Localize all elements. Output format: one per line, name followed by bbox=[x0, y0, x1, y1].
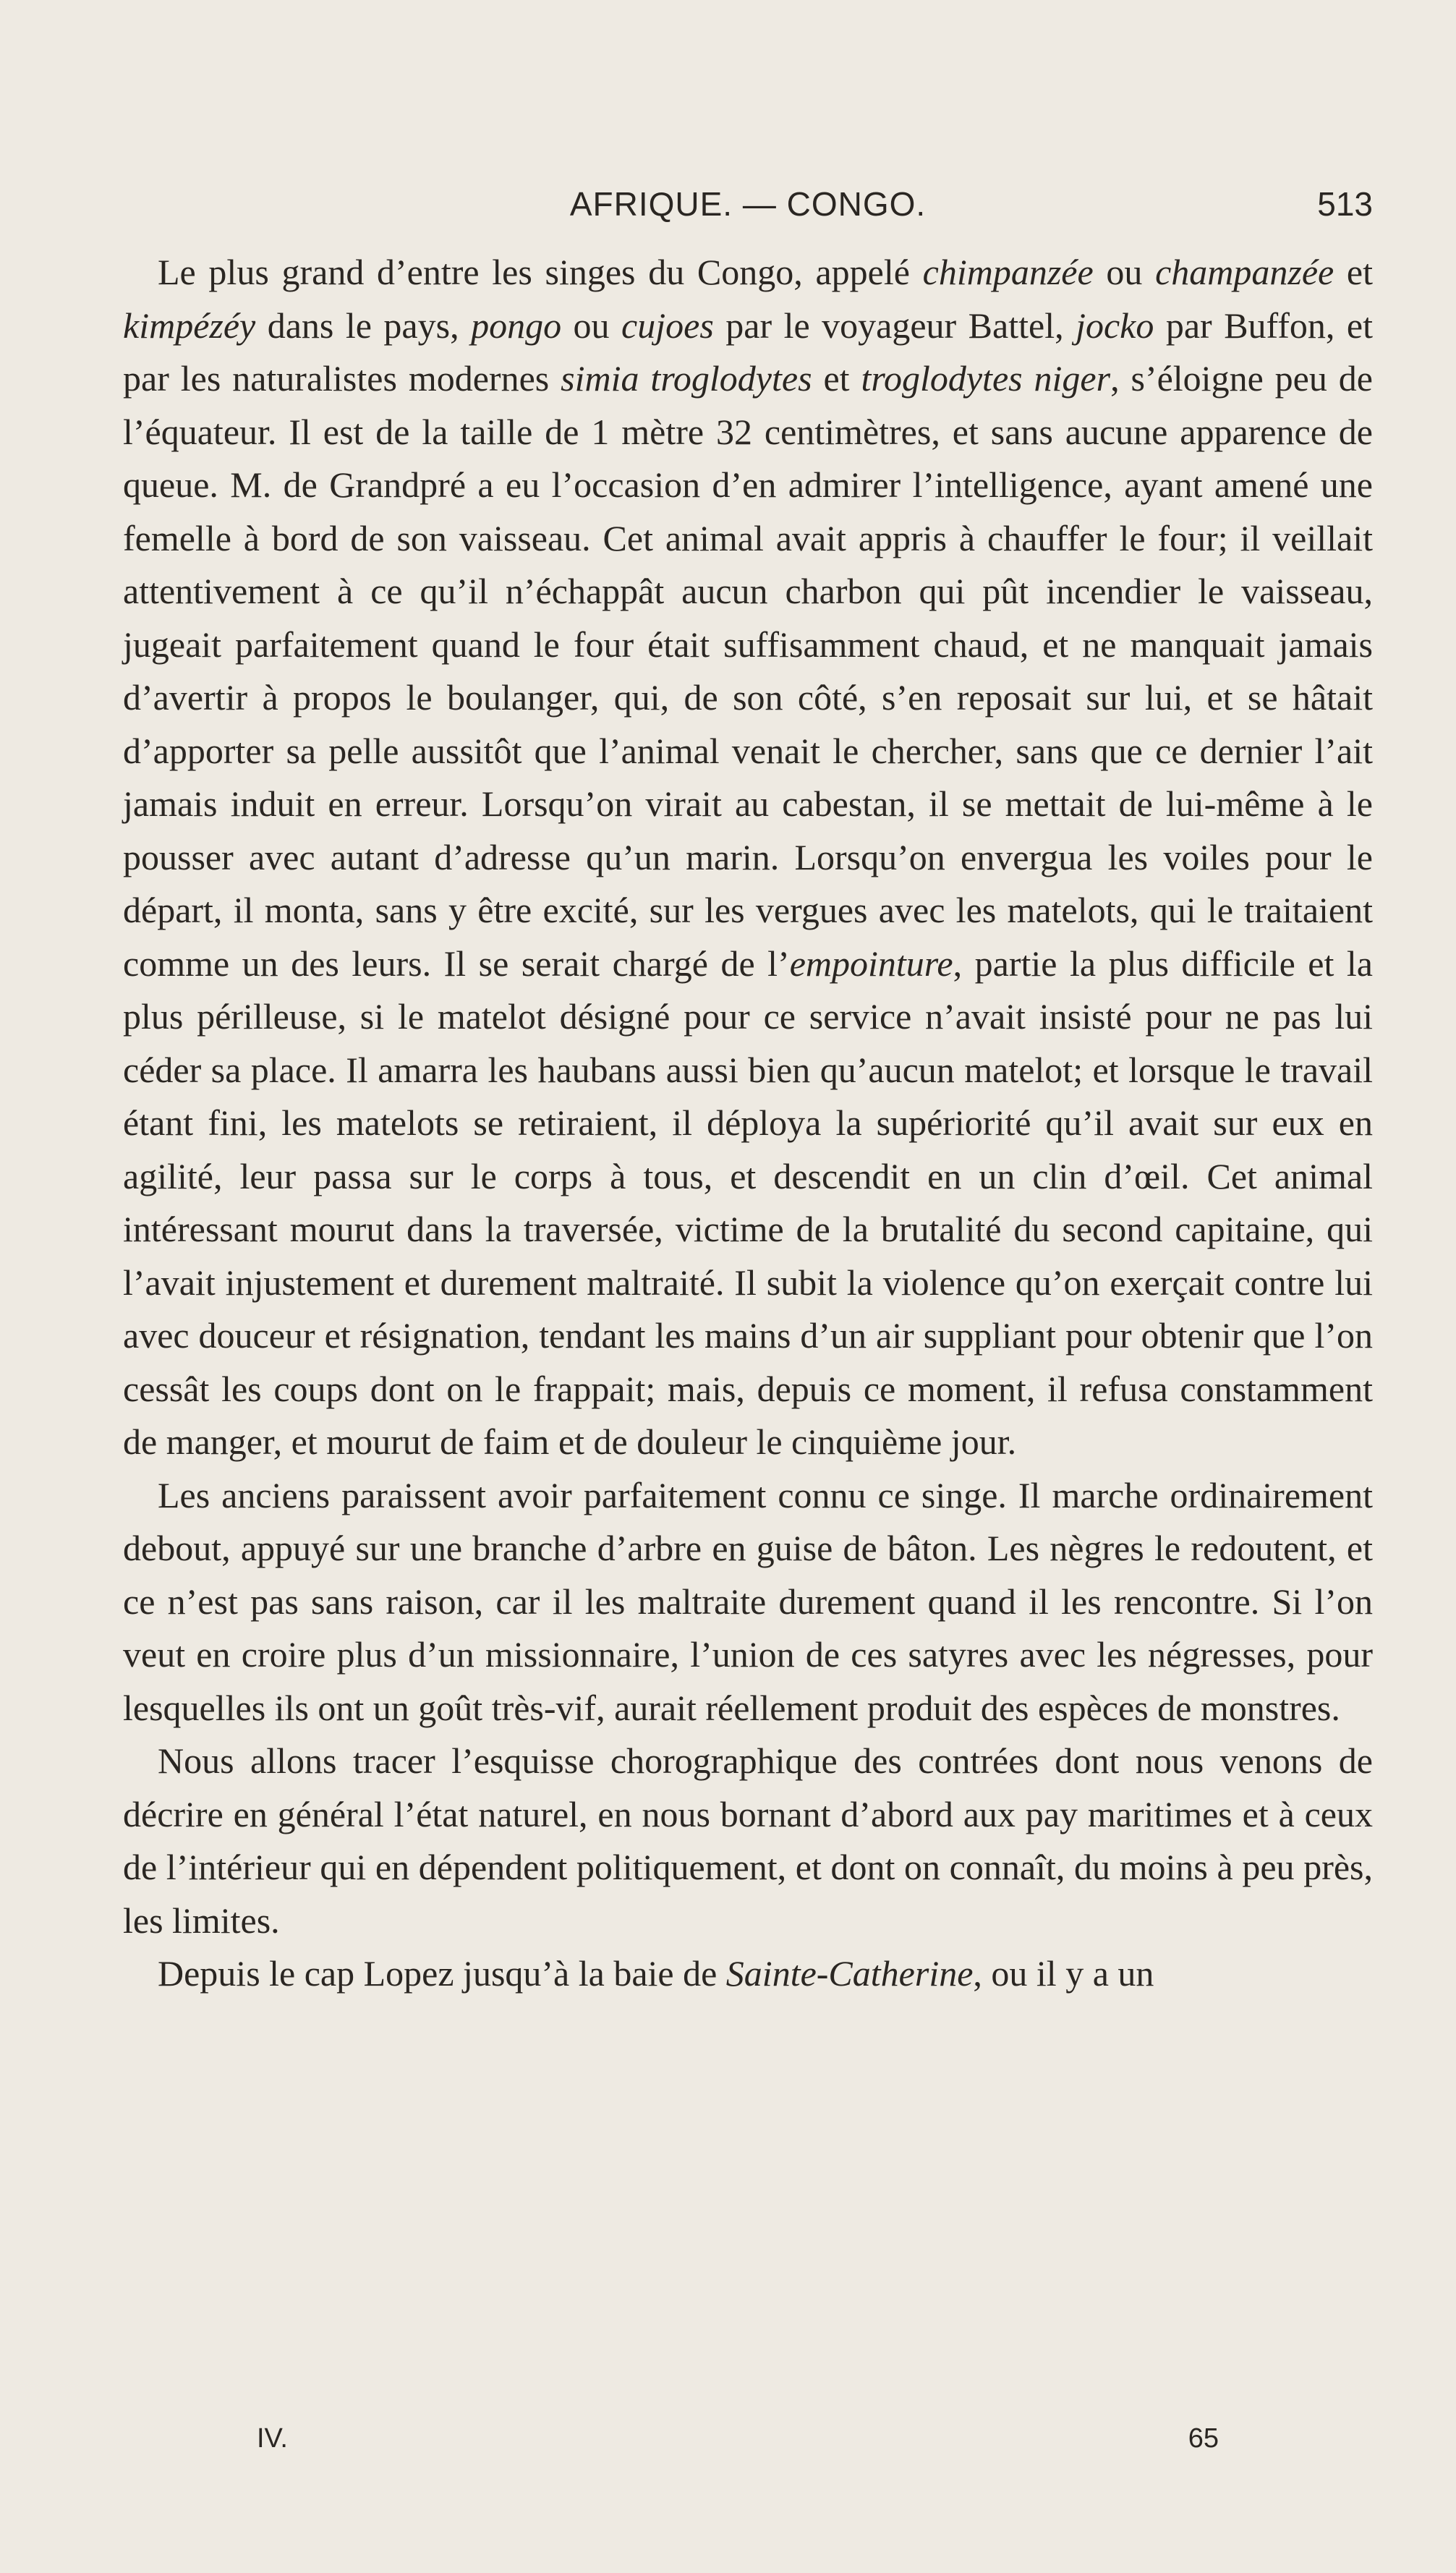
text-run: ou bbox=[561, 305, 622, 346]
text-run: et bbox=[1334, 252, 1373, 292]
italic-term: champanzée bbox=[1155, 252, 1334, 292]
body-text bbox=[123, 246, 1373, 2001]
text-run: par le voyageur Battel, bbox=[713, 305, 1076, 346]
text-run: Depuis le cap Lopez jusqu’à la baie de bbox=[158, 1953, 726, 1994]
paragraph bbox=[123, 1469, 1373, 1735]
text-run: Le plus grand d’entre les singes du Congo, appelé bbox=[158, 252, 923, 292]
text-run: dans le pays, bbox=[255, 305, 472, 346]
paragraph bbox=[123, 1947, 1373, 2001]
page-footer bbox=[257, 2423, 1219, 2467]
italic-term: kimpézéy bbox=[123, 305, 256, 346]
paragraph bbox=[123, 246, 1373, 1469]
page-number: 513 bbox=[1317, 185, 1373, 223]
italic-term: simia troglodytes bbox=[561, 358, 812, 399]
volume-marker: IV. bbox=[257, 2423, 288, 2454]
running-head bbox=[123, 184, 1373, 235]
text-run: et bbox=[812, 358, 861, 399]
italic-term: empointure bbox=[789, 943, 953, 984]
italic-term: troglodytes niger bbox=[861, 358, 1111, 399]
text-run: , ou il y a un bbox=[973, 1953, 1154, 1994]
italic-term: jocko bbox=[1076, 305, 1154, 346]
text-run: , partie la plus difficile et la plus périlleuse, si le matelot désigné pour ce service n’avait insisté pour ne pas lui céder sa place. Il amarra les haubans aussi bien qu’aucun matelot; et lorsque le travail étant fini, les matelots se retiraient, il déploya la supériorité qu’il avait sur eux en agilité, leur passa sur le corps à tous, et descendit en un clin d’œil. Cet animal intéressant mourut dans la traversée, victime de la brutalité du second capitaine, qui l’avait injustement et durement maltraité. Il subit la violence qu’on exerçait contre lui avec douceur et résignation, tendant les mains d’un air suppliant pour obtenir que l’on cessât les coups dont on le frappait; mais, depuis ce moment, il refusa constamment de manger, et mourut de faim et de douleur le cinquième jour. bbox=[123, 943, 1373, 1462]
italic-term: chimpanzée bbox=[922, 252, 1094, 292]
running-head-title: AFRIQUE. — CONGO. bbox=[569, 185, 927, 223]
text-run: par Buffon, et par les naturalistes modernes bbox=[123, 305, 1374, 399]
italic-term: Sainte-Catherine bbox=[725, 1953, 974, 1994]
italic-term: pongo bbox=[471, 305, 562, 346]
paragraph bbox=[123, 1735, 1373, 1947]
text-run: ou bbox=[1093, 252, 1156, 292]
text-run: Nous allons tracer l’esquisse chorographique des contrées dont nous venons de décrire en général l’état naturel, en nous bornant d’abord aux pay maritimes et à ceux de l’intérieur qui en dépendent politiquement, et dont on connaît, du moins à peu près, les limites. bbox=[123, 1740, 1373, 1941]
text-run: , s’éloigne peu de l’équateur. Il est de la taille de 1 mètre 32 centimètres, et sans aucune apparence de queue. M. de Grandpré a eu l’occasion d’en admirer l’intelligence, ayant amené une femelle à bord de son vaisseau. Cet animal avait appris à chauffer le four; il veillait attentivement à ce qu’il n’échappât aucun charbon qui pût incendier le vaisseau, jugeait parfaitement quand le four était suffisamment chaud, et ne manquait jamais d’avertir à propos le boulanger, qui, de son côté, s’en reposait sur lui, et se hâtait d’apporter sa pelle aussitôt que l’animal venait le chercher, sans que ce dernier l’ait jamais induit en erreur. Lorsqu’on virait au cabestan, il se mettait de lui-même à le pousser avec autant d’adresse qu’un marin. Lorsqu’on envergua les voiles pour le départ, il monta, sans y être excité, sur les vergues avec les matelots, qui le traitaient comme un des leurs. Il se serait chargé de l’ bbox=[123, 358, 1373, 984]
signature-number: 65 bbox=[1188, 2423, 1219, 2454]
text-run: Les anciens paraissent avoir parfaitement connu ce singe. Il marche ordinairement debout, appuyé sur une branche d’arbre en guise de bâton. Les nègres le redoutent, et ce n’est pas sans raison, car il les maltraite durement quand il les rencontre. Si l’on veut en croire plus d’un missionnaire, l’union de ces satyres avec les négresses, pour lesquelles ils ont un goût très-vif, aurait réellement produit des espèces de monstres. bbox=[123, 1474, 1373, 1728]
italic-term: cujoes bbox=[621, 305, 714, 346]
